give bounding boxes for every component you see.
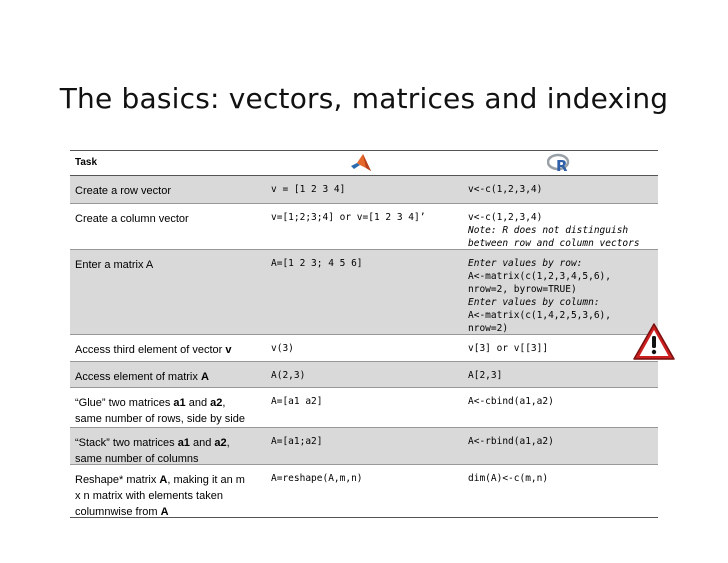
- r-note: between row and column vectors: [468, 238, 640, 249]
- task-text: same number of columns: [75, 453, 199, 465]
- matlab-cell: v = [1 2 3 4]: [271, 184, 346, 195]
- task-bold: A: [160, 506, 169, 518]
- matlab-cell: v=[1;2;3;4] or v=[1 2 3 4]’: [271, 212, 426, 223]
- table-row: [70, 361, 658, 387]
- task-text: , making it an m: [167, 474, 245, 486]
- matlab-cell: A=[a1;a2]: [271, 436, 323, 447]
- r-note: Enter values by column:: [468, 297, 600, 308]
- matlab-cell: v(3): [271, 343, 294, 354]
- r-code: v<-c(1,2,3,4): [468, 212, 543, 223]
- table-row: [70, 334, 658, 361]
- r-cell: dim(A)<-c(m,n): [468, 473, 549, 484]
- task-bold: a1: [177, 437, 190, 449]
- task-text: and: [189, 437, 215, 449]
- matlab-cell: A(2,3): [271, 370, 306, 381]
- matlab-cell: A=[a1 a2]: [271, 396, 323, 407]
- task-cell: Create a row vector: [75, 185, 171, 197]
- task-cell: [75, 369, 267, 385]
- task-bold: a2: [214, 437, 227, 449]
- header-task: Task: [75, 157, 98, 168]
- table-header: [70, 151, 658, 176]
- task-bold: A: [159, 474, 168, 486]
- r-logo-icon: [547, 153, 571, 173]
- table-row: [70, 203, 658, 249]
- task-text: columnwise from: [75, 506, 161, 518]
- page-title: The basics: vectors, matrices and indexing: [59, 82, 669, 115]
- task-cell: [75, 342, 267, 358]
- r-cell: [468, 257, 658, 335]
- task-text: and: [185, 397, 211, 409]
- task-text: ,: [222, 397, 226, 409]
- r-code: nrow=2): [468, 323, 509, 334]
- table-row: [70, 427, 658, 464]
- task-cell: Create a column vector: [75, 213, 189, 225]
- task-cell: [75, 472, 267, 520]
- r-code: A<-matrix(c(1,4,2,5,3,6),: [468, 310, 611, 321]
- r-code: nrow=2, byrow=TRUE): [468, 284, 577, 295]
- r-cell: v<-c(1,2,3,4): [468, 184, 543, 195]
- task-cell: [75, 435, 267, 467]
- task-text: same number of rows, side by side: [75, 413, 245, 425]
- r-cell: A<-rbind(a1,a2): [468, 436, 554, 447]
- table-row: [70, 387, 658, 427]
- task-text: “Glue” two matrices: [75, 397, 174, 409]
- table-row: [70, 464, 658, 517]
- task-bold: A: [200, 371, 209, 383]
- table-row: [70, 249, 658, 334]
- warning-icon: [632, 322, 676, 362]
- task-text: x n matrix with elements taken: [75, 490, 223, 502]
- task-text: Access element of matrix: [75, 371, 201, 383]
- r-cell: A[2,3]: [468, 370, 503, 381]
- task-text: Reshape* matrix: [75, 474, 160, 486]
- r-note: Note: R does not distinguish: [468, 225, 629, 236]
- r-code: A<-matrix(c(1,2,3,4,5,6),: [468, 271, 611, 282]
- task-bold: a1: [173, 397, 186, 409]
- table-row: [70, 176, 658, 203]
- r-cell: [468, 211, 658, 250]
- task-bold: a2: [210, 397, 223, 409]
- task-cell: [75, 395, 267, 427]
- r-cell: A<-cbind(a1,a2): [468, 396, 554, 407]
- task-text: ,: [226, 437, 230, 449]
- r-note: Enter values by row:: [468, 258, 583, 269]
- matlab-cell: A=reshape(A,m,n): [271, 473, 363, 484]
- matlab-cell: A=[1 2 3; 4 5 6]: [271, 258, 363, 269]
- matlab-logo-icon: [350, 153, 372, 173]
- task-bold: v: [225, 344, 232, 356]
- comparison-table: [70, 150, 658, 518]
- r-cell: v[3] or v[[3]]: [468, 343, 549, 354]
- svg-text:R: R: [556, 157, 568, 173]
- task-cell: Enter a matrix A: [75, 259, 154, 271]
- task-text: “Stack” two matrices: [75, 437, 178, 449]
- task-text: Access third element of vector: [75, 344, 226, 356]
